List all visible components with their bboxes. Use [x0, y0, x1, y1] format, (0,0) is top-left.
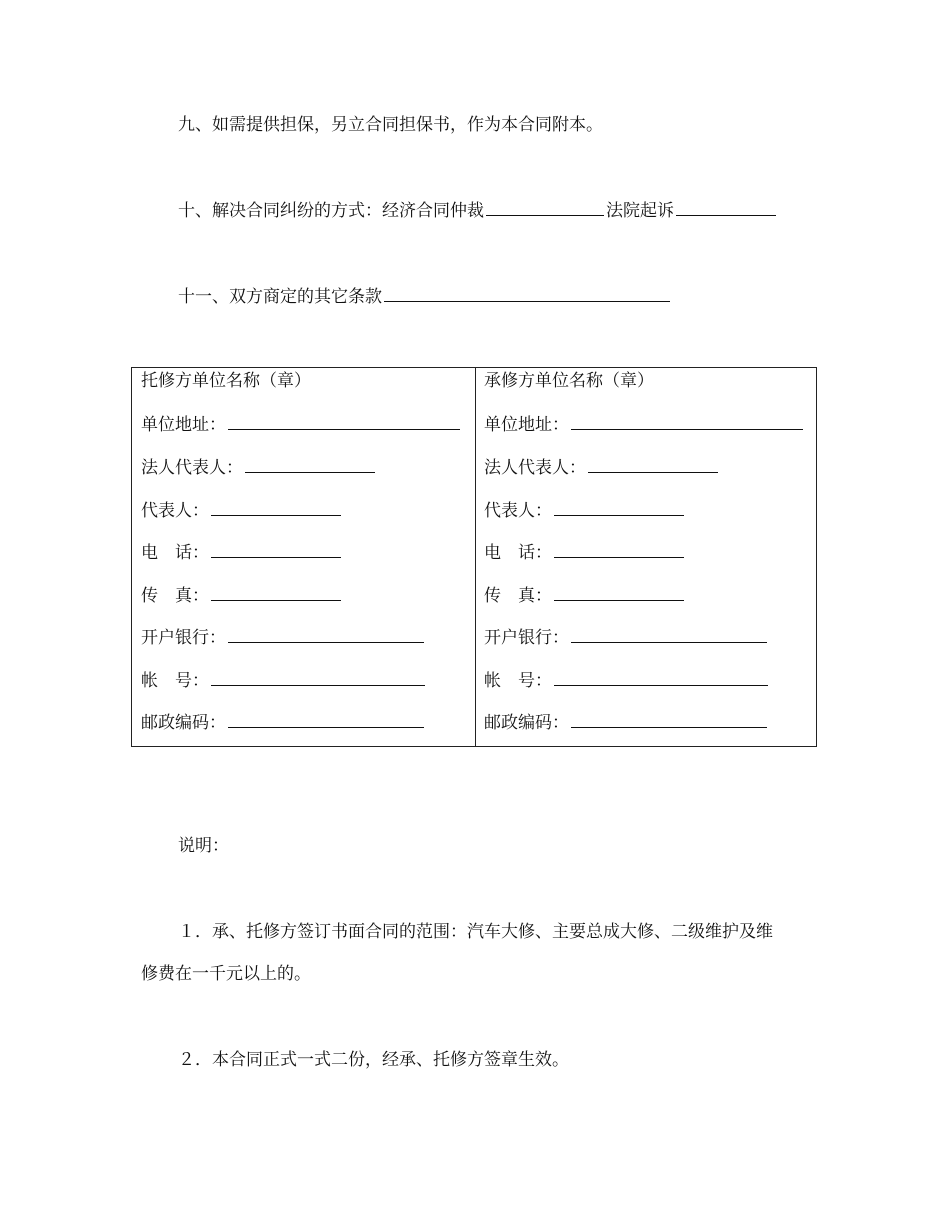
left-bank-label: 开户银行： [141, 628, 226, 648]
right-row-account [484, 669, 770, 692]
right-row-rep [484, 499, 686, 522]
party-info-table [131, 367, 817, 747]
left-phone-blank[interactable] [211, 541, 341, 558]
right-rep-blank[interactable] [554, 499, 684, 516]
clause-ten-court: 法院起诉 [606, 201, 674, 221]
right-legal-rep-blank[interactable] [588, 456, 718, 473]
left-postcode-blank[interactable] [228, 711, 424, 728]
right-row-legal-rep [484, 456, 720, 479]
left-row-phone [141, 541, 343, 564]
right-row-fax [484, 584, 686, 607]
clause-ten [178, 200, 778, 222]
right-address-blank[interactable] [571, 413, 803, 430]
left-legal-rep-blank[interactable] [245, 456, 375, 473]
left-address-blank[interactable] [228, 413, 460, 430]
left-row-legal-rep [141, 456, 377, 479]
left-rep-blank[interactable] [211, 499, 341, 516]
left-row-postcode [141, 711, 426, 734]
right-rep-label: 代表人： [484, 501, 552, 521]
left-fax-blank[interactable] [211, 584, 341, 601]
right-row-postcode [484, 711, 769, 734]
right-account-blank[interactable] [554, 669, 768, 686]
right-postcode-blank[interactable] [571, 711, 767, 728]
clause-nine: 九、如需提供担保，另立合同担保书，作为本合同附本。 [178, 115, 603, 135]
left-row-address [141, 413, 462, 436]
right-phone-label: 电 话： [484, 543, 552, 563]
notes-title: 说明： [178, 836, 229, 856]
left-bank-blank[interactable] [228, 626, 424, 643]
right-bank-blank[interactable] [571, 626, 767, 643]
arbitration-blank[interactable] [486, 201, 604, 216]
clause-ten-text: 十、解决合同纠纷的方式：经济合同仲裁 [178, 201, 484, 221]
note-item-1-line-1: １．承、托修方签订书面合同的范围：汽车大修、主要总成大修、二级维护及维 [178, 922, 773, 942]
right-phone-blank[interactable] [554, 541, 684, 558]
left-rep-label: 代表人： [141, 501, 209, 521]
clause-eleven-text: 十一、双方商定的其它条款 [178, 287, 382, 307]
right-account-label: 帐 号： [484, 671, 552, 691]
repairing-party-header: 承修方单位名称（章） [484, 371, 654, 391]
left-row-bank [141, 626, 426, 649]
left-postcode-label: 邮政编码： [141, 713, 226, 733]
left-phone-label: 电 话： [141, 543, 209, 563]
right-row-bank [484, 626, 769, 649]
left-row-fax [141, 584, 343, 607]
right-postcode-label: 邮政编码： [484, 713, 569, 733]
table-divider [475, 368, 476, 746]
other-terms-blank[interactable] [384, 287, 670, 302]
note-item-2: ２．本合同正式一式二份，经承、托修方签章生效。 [178, 1050, 569, 1070]
right-fax-blank[interactable] [554, 584, 684, 601]
right-legal-rep-label: 法人代表人： [484, 458, 586, 478]
left-legal-rep-label: 法人代表人： [141, 458, 243, 478]
note-item-1-line-2: 修费在一千元以上的。 [141, 964, 311, 984]
left-fax-label: 传 真： [141, 586, 209, 606]
left-account-label: 帐 号： [141, 671, 209, 691]
right-row-phone [484, 541, 686, 564]
clause-eleven [178, 286, 672, 308]
right-row-address [484, 413, 805, 436]
left-row-rep [141, 499, 343, 522]
right-fax-label: 传 真： [484, 586, 552, 606]
left-account-blank[interactable] [211, 669, 425, 686]
court-blank[interactable] [676, 201, 776, 216]
right-bank-label: 开户银行： [484, 628, 569, 648]
right-address-label: 单位地址： [484, 415, 569, 435]
left-address-label: 单位地址： [141, 415, 226, 435]
entrusting-party-header: 托修方单位名称（章） [141, 371, 311, 391]
left-row-account [141, 669, 427, 692]
